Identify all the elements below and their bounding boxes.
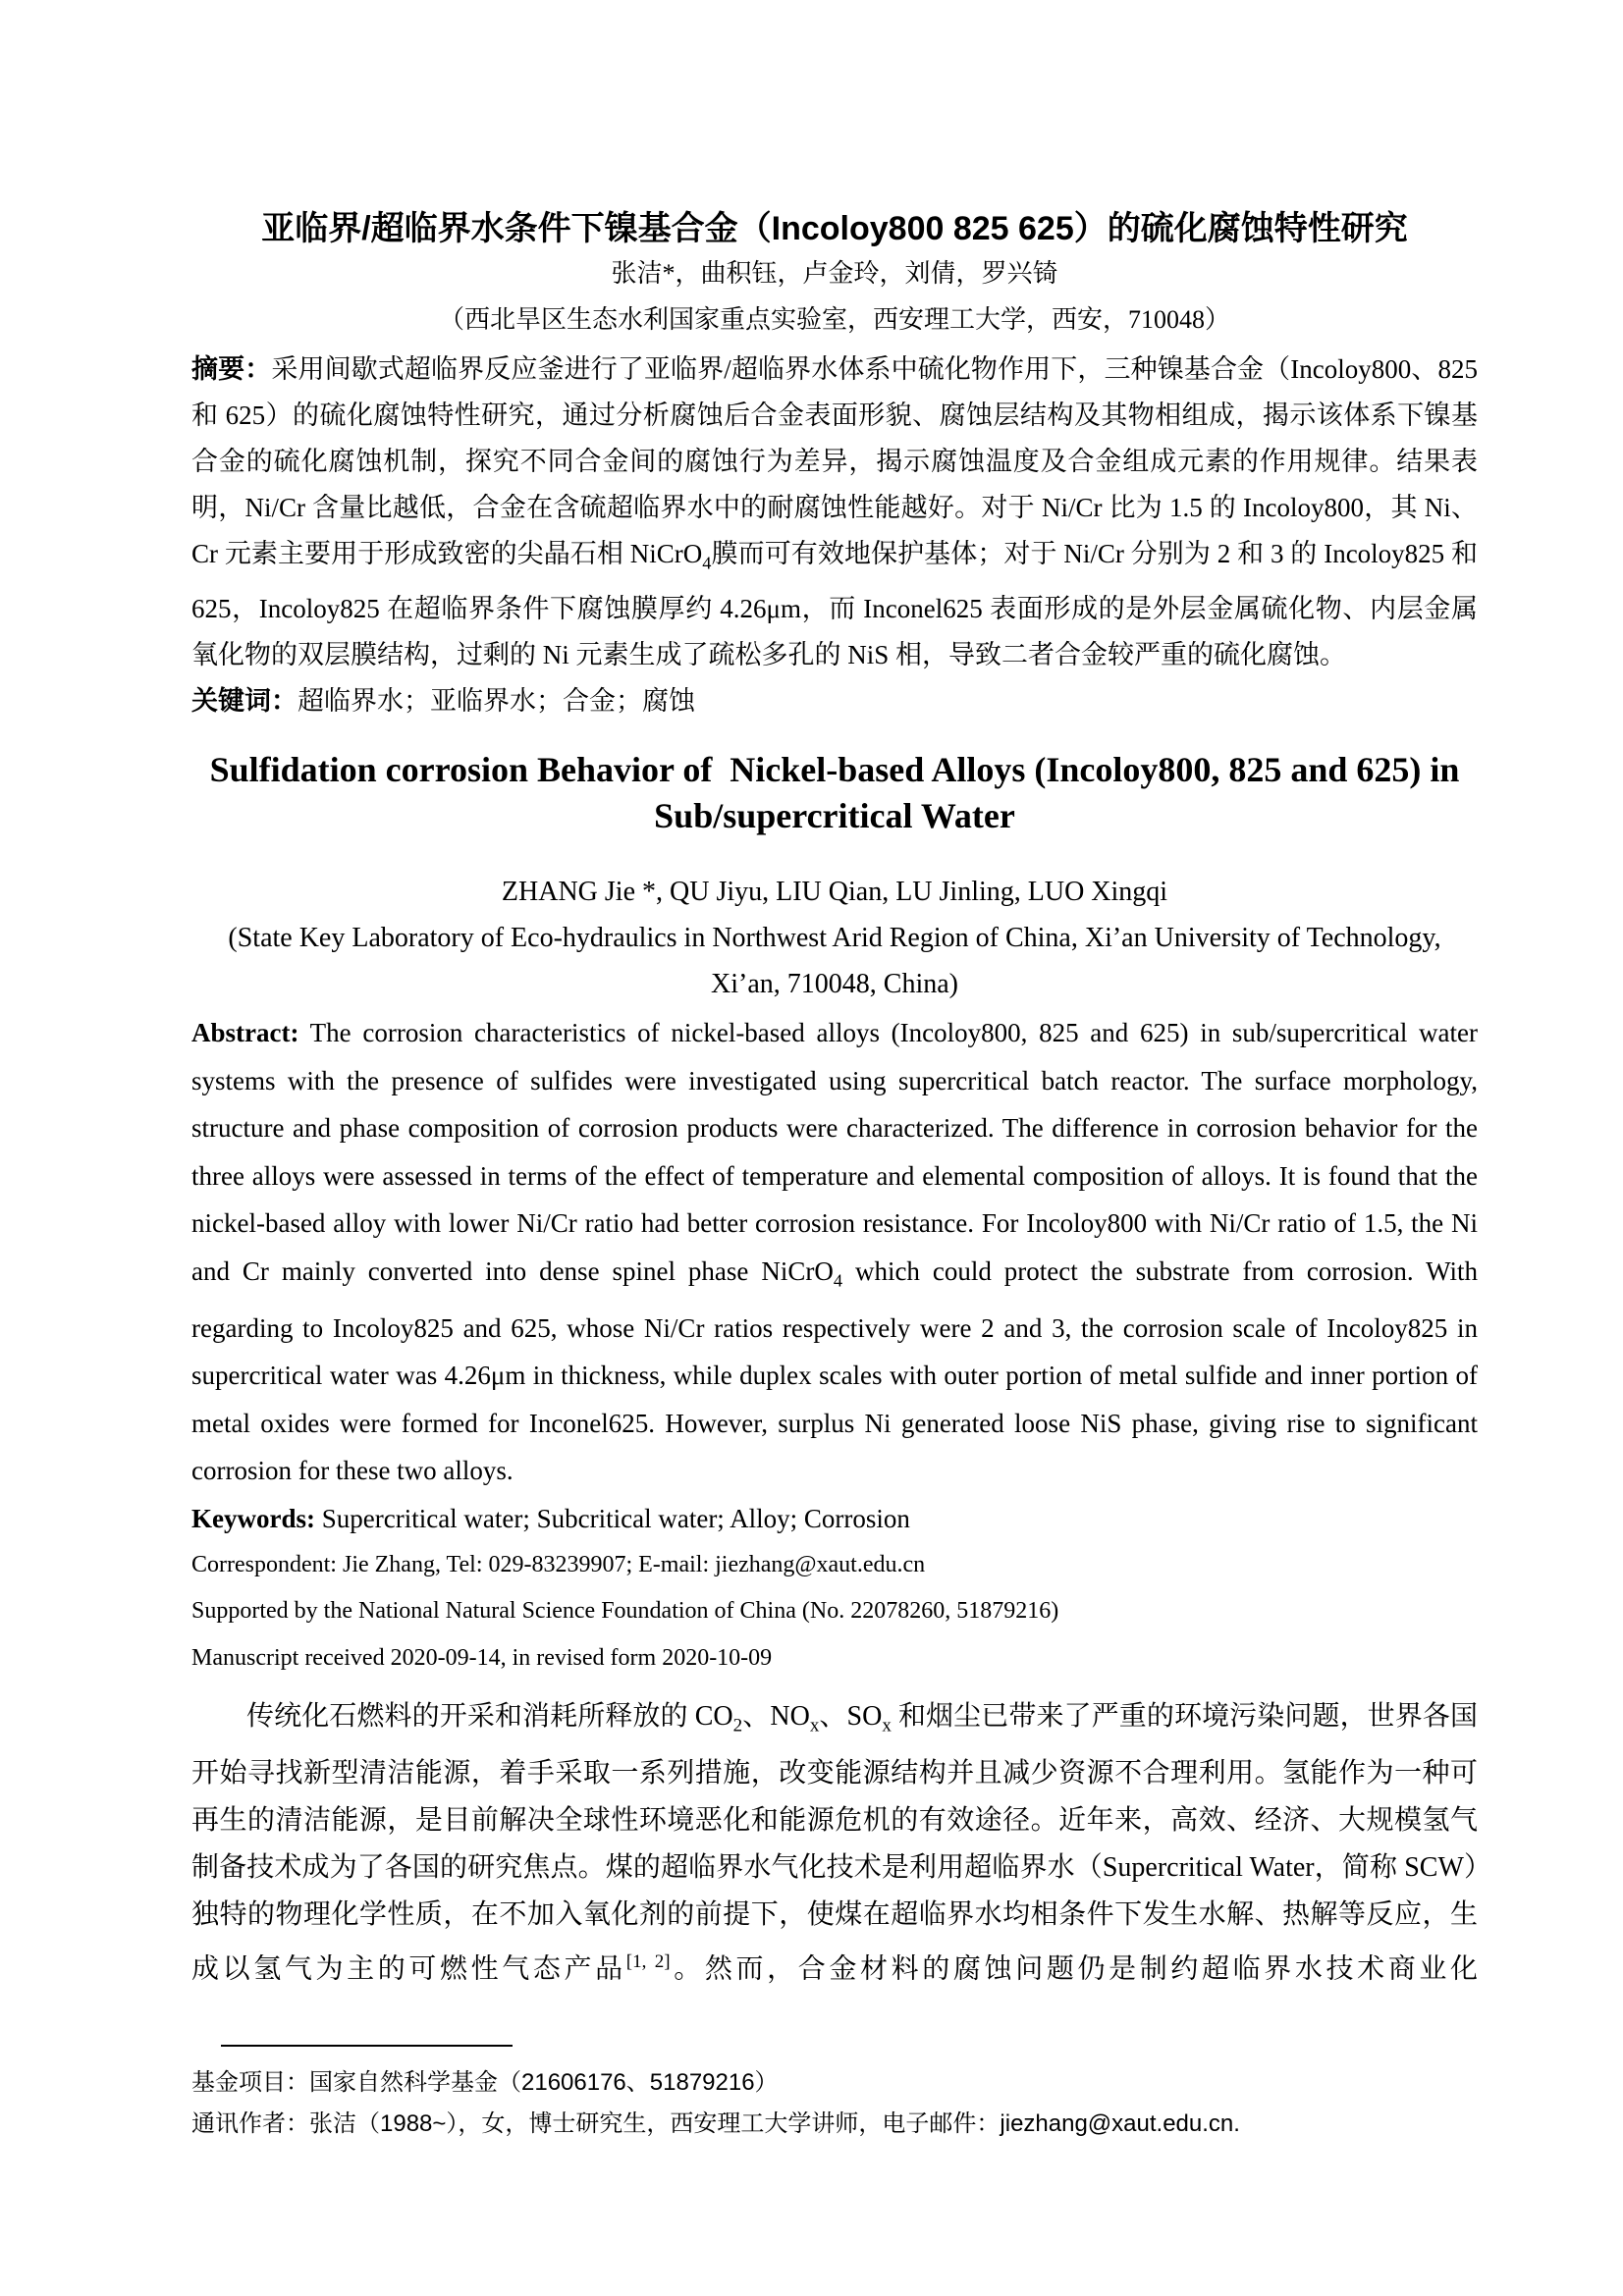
english-abstract-text bbox=[191, 1018, 1478, 1485]
english-abstract bbox=[191, 1009, 1478, 1494]
sub-segment: 4 bbox=[833, 1270, 843, 1291]
text-segment: 和烟尘已带来了严重的环境污染问题，世界各国开始寻找新型清洁能源，着手采取一系列措施，改变能源结构并且减少资源不合理利用。氢能作为一种可再生的清洁能源，是目前解决全球性环境恶化和能源危机的有效途径。近年来，高效、经济、大规模氢气制备技术成为了各国的研究焦点。煤的超临界水气化技术是利用超临界水（Supercritical Water，简称 SCW）独特的物理化学性质，在不加入氧化剂的前提下，使煤在超临界水均相条件下发生水解、热解等反应，生成以氢气为主的可燃性气态产品 bbox=[191, 1701, 1478, 1985]
text-segment: 传统化石燃料的开采和消耗所释放的 CO bbox=[246, 1701, 733, 1733]
chinese-abstract-text bbox=[191, 354, 1478, 669]
chinese-abstract bbox=[191, 347, 1478, 678]
english-keywords-text: Supercritical water; Subcritical water; Alloy; Corrosion bbox=[314, 1503, 910, 1533]
english-keywords-label: Keywords: bbox=[191, 1503, 315, 1533]
chinese-keywords bbox=[191, 678, 1478, 724]
manuscript-dates-line: Manuscript received 2020-09-14, in revised form 2020-10-09 bbox=[191, 1644, 773, 1671]
sub-segment: 2 bbox=[732, 1715, 743, 1736]
footnote-separator-rule bbox=[221, 2045, 513, 2047]
english-keywords bbox=[191, 1495, 1478, 1542]
english-abstract-label: Abstract: bbox=[191, 1018, 299, 1048]
sub-segment: 4 bbox=[702, 553, 712, 573]
chinese-abstract-label: 摘要： bbox=[191, 354, 272, 384]
text-segment: 。然而，合金材料的腐蚀问题仍是制约超临界水技术商业化 bbox=[670, 1953, 1478, 1985]
funding-line: Supported by the National Natural Science Foundation of China (No. 22078260, 51879216) bbox=[191, 1598, 1059, 1625]
english-authors: ZHANG Jie *, QU Jiyu, LIU Qian, LU Jinling, LUO Xingqi bbox=[501, 877, 1168, 908]
chinese-affiliation: （西北旱区生态水利国家重点实验室，西安理工大学，西安，710048） bbox=[438, 305, 1230, 334]
footnote-block bbox=[191, 2062, 1478, 2145]
chinese-keywords-label: 关键词： bbox=[191, 686, 298, 717]
chinese-keywords-text: 超临界水；亚临界水；合金；腐蚀 bbox=[298, 686, 695, 717]
intro-paragraph bbox=[191, 1693, 1478, 1993]
text-segment: 、NO bbox=[742, 1701, 810, 1733]
footnote-correspondent-line: 通讯作者：张洁（1988~），女，博士研究生，西安理工大学讲师，电子邮件：jiezhang@xaut.edu.cn. bbox=[191, 2110, 1240, 2138]
chinese-authors: 张洁*，曲积钰，卢金玲，刘倩，罗兴锜 bbox=[611, 259, 1058, 288]
text-segment: which could protect the substrate from corrosion. With regarding to Incoloy825 and 625, whose Ni/Cr ratios respectively were 2 and 3, the corrosion scale of Incoloy825 in supercritical water was 4.26μm in thickness, while duplex scales with outer portion of metal sulfide and inner portion of metal oxides were formed for Inconel625. However, surplus Ni generated loose NiS phase, giving rise to significant corrosion for these two alloys. bbox=[191, 1255, 1478, 1486]
english-affiliation: (State Key Laboratory of Eco-hydraulics in Northwest Arid Region of China, Xi’an University of Technology, Xi’an, 710048, China) bbox=[228, 923, 1441, 1000]
sub-segment: x bbox=[882, 1715, 892, 1736]
sub-segment: x bbox=[809, 1715, 820, 1736]
footnote-fund-line: 基金项目：国家自然科学基金（21606176、51879216） bbox=[191, 2069, 779, 2097]
page-content bbox=[191, 0, 1478, 2145]
text-segment: 、SO bbox=[819, 1701, 883, 1733]
text-segment: The corrosion characteristics of nickel-based alloys (Incoloy800, 825 and 625) in sub/supercritical water systems with the presence of sulfides were investigated using supercritical batch reactor. The surface morphology, structure and phase composition of corrosion products were characterized. The difference in corrosion behavior for the three alloys were assessed in terms of the effect of temperature and elemental composition of alloys. It is found that the nickel-based alloy with lower Ni/Cr ratio had better corrosion resistance. For Incoloy800 with Ni/Cr ratio of 1.5, the Ni and Cr mainly converted into dense spinel phase NiCrO bbox=[191, 1018, 1478, 1286]
chinese-title: 亚临界/超临界水条件下镍基合金（Incoloy800 825 625）的硫化腐蚀特性研究 bbox=[261, 210, 1408, 247]
english-title: Sulfidation corrosion Behavior of Nickel-based Alloys (Incoloy800, 825 and 625) in Sub/supercritical Water bbox=[209, 750, 1460, 836]
sup-segment: [1, 2] bbox=[625, 1950, 671, 1972]
correspondent-line: Correspondent: Jie Zhang, Tel: 029-83239907; E-mail: jiezhang@xaut.edu.cn bbox=[191, 1551, 926, 1577]
text-segment: 采用间歇式超临界反应釜进行了亚临界/超临界水体系中硫化物作用下，三种镍基合金（Incoloy800、825 和 625）的硫化腐蚀特性研究，通过分析腐蚀后合金表面形貌、腐蚀层结构及其物相组成，揭示该体系下镍基合金的硫化腐蚀机制，探究不同合金间的腐蚀行为差异，揭示腐蚀温度及合金组成元素的作用规律。结果表明，Ni/Cr 含量比越低，合金在含硫超临界水中的耐腐蚀性能越好。对于 Ni/Cr 比为 1.5 的 Incoloy800，其 Ni、Cr 元素主要用于形成致密的尖晶石相 NiCrO bbox=[191, 354, 1478, 568]
text-segment: 膜而可有效地保护基体；对于 Ni/Cr 分别为 2 和 3 的 Incoloy825 和 625，Incoloy825 在超临界条件下腐蚀膜厚约 4.26μm，而 Inconel625 表面形成的是外层金属硫化物、内层金属氧化物的双层膜结构，过剩的 Ni 元素生成了疏松多孔的 NiS 相，导致二者合金较严重的硫化腐蚀。 bbox=[191, 539, 1479, 670]
